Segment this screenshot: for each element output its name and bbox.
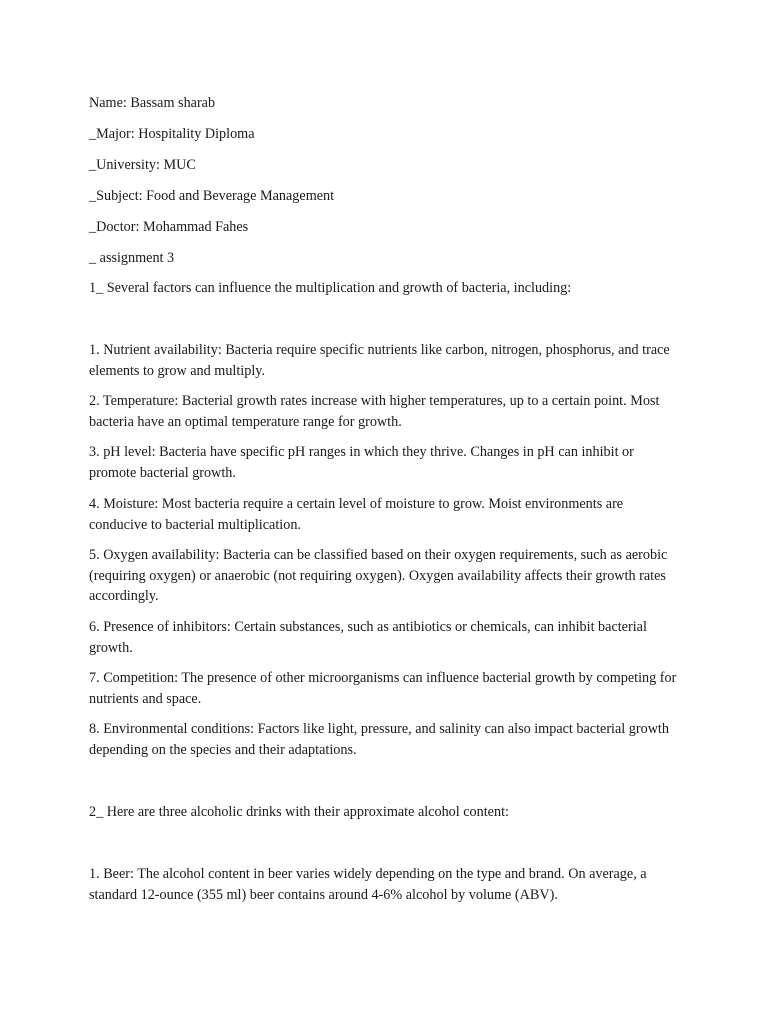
factor-temperature: 2. Temperature: Bacterial growth rates increase with higher temperatures, up to a certain point. Most bacteria have an optimal temperature range for growth. bbox=[89, 393, 660, 430]
factor-moisture: 4. Moisture: Most bacteria require a certain level of moisture to grow. Moist environments are conducive to bacterial multiplication. bbox=[89, 496, 624, 533]
student-university: _University: MUC bbox=[89, 157, 196, 173]
course-subject: _Subject: Food and Beverage Management bbox=[89, 188, 335, 204]
course-doctor: _Doctor: Mohammad Fahes bbox=[89, 219, 249, 235]
question-1-heading: 1_ Several factors can influence the multiplication and growth of bacteria, including: bbox=[89, 280, 572, 296]
document-page bbox=[89, 0, 689, 1024]
question-2-heading: 2_ Here are three alcoholic drinks with their approximate alcohol content: bbox=[89, 804, 509, 820]
factor-environment: 8. Environmental conditions: Factors like light, pressure, and salinity can also impact bacterial growth depending on the species and their adaptations. bbox=[89, 721, 669, 758]
student-name: Name: Bassam sharab bbox=[89, 95, 216, 111]
factor-competition: 7. Competition: The presence of other microorganisms can influence bacterial growth by competing for nutrients and space. bbox=[89, 670, 677, 707]
factor-oxygen: 5. Oxygen availability: Bacteria can be classified based on their oxygen requirements, such as aerobic (requiring oxygen) or anaerobic (not requiring oxygen). Oxygen availability affects their growth rates accordingly. bbox=[89, 547, 668, 604]
factor-inhibitors: 6. Presence of inhibitors: Certain substances, such as antibiotics or chemicals, can inhibit bacterial growth. bbox=[89, 619, 647, 656]
drink-beer: 1. Beer: The alcohol content in beer varies widely depending on the type and brand. On average, a standard 12-ounce (355 ml) beer contains around 4-6% alcohol by volume (ABV). bbox=[89, 866, 647, 903]
factor-ph: 3. pH level: Bacteria have specific pH ranges in which they thrive. Changes in pH can inhibit or promote bacterial growth. bbox=[89, 444, 634, 481]
assignment-number: _ assignment 3 bbox=[89, 250, 175, 266]
factor-nutrient: 1. Nutrient availability: Bacteria require specific nutrients like carbon, nitrogen, phosphorus, and trace elements to grow and multiply. bbox=[89, 342, 670, 379]
student-major: _Major: Hospitality Diploma bbox=[89, 126, 255, 142]
